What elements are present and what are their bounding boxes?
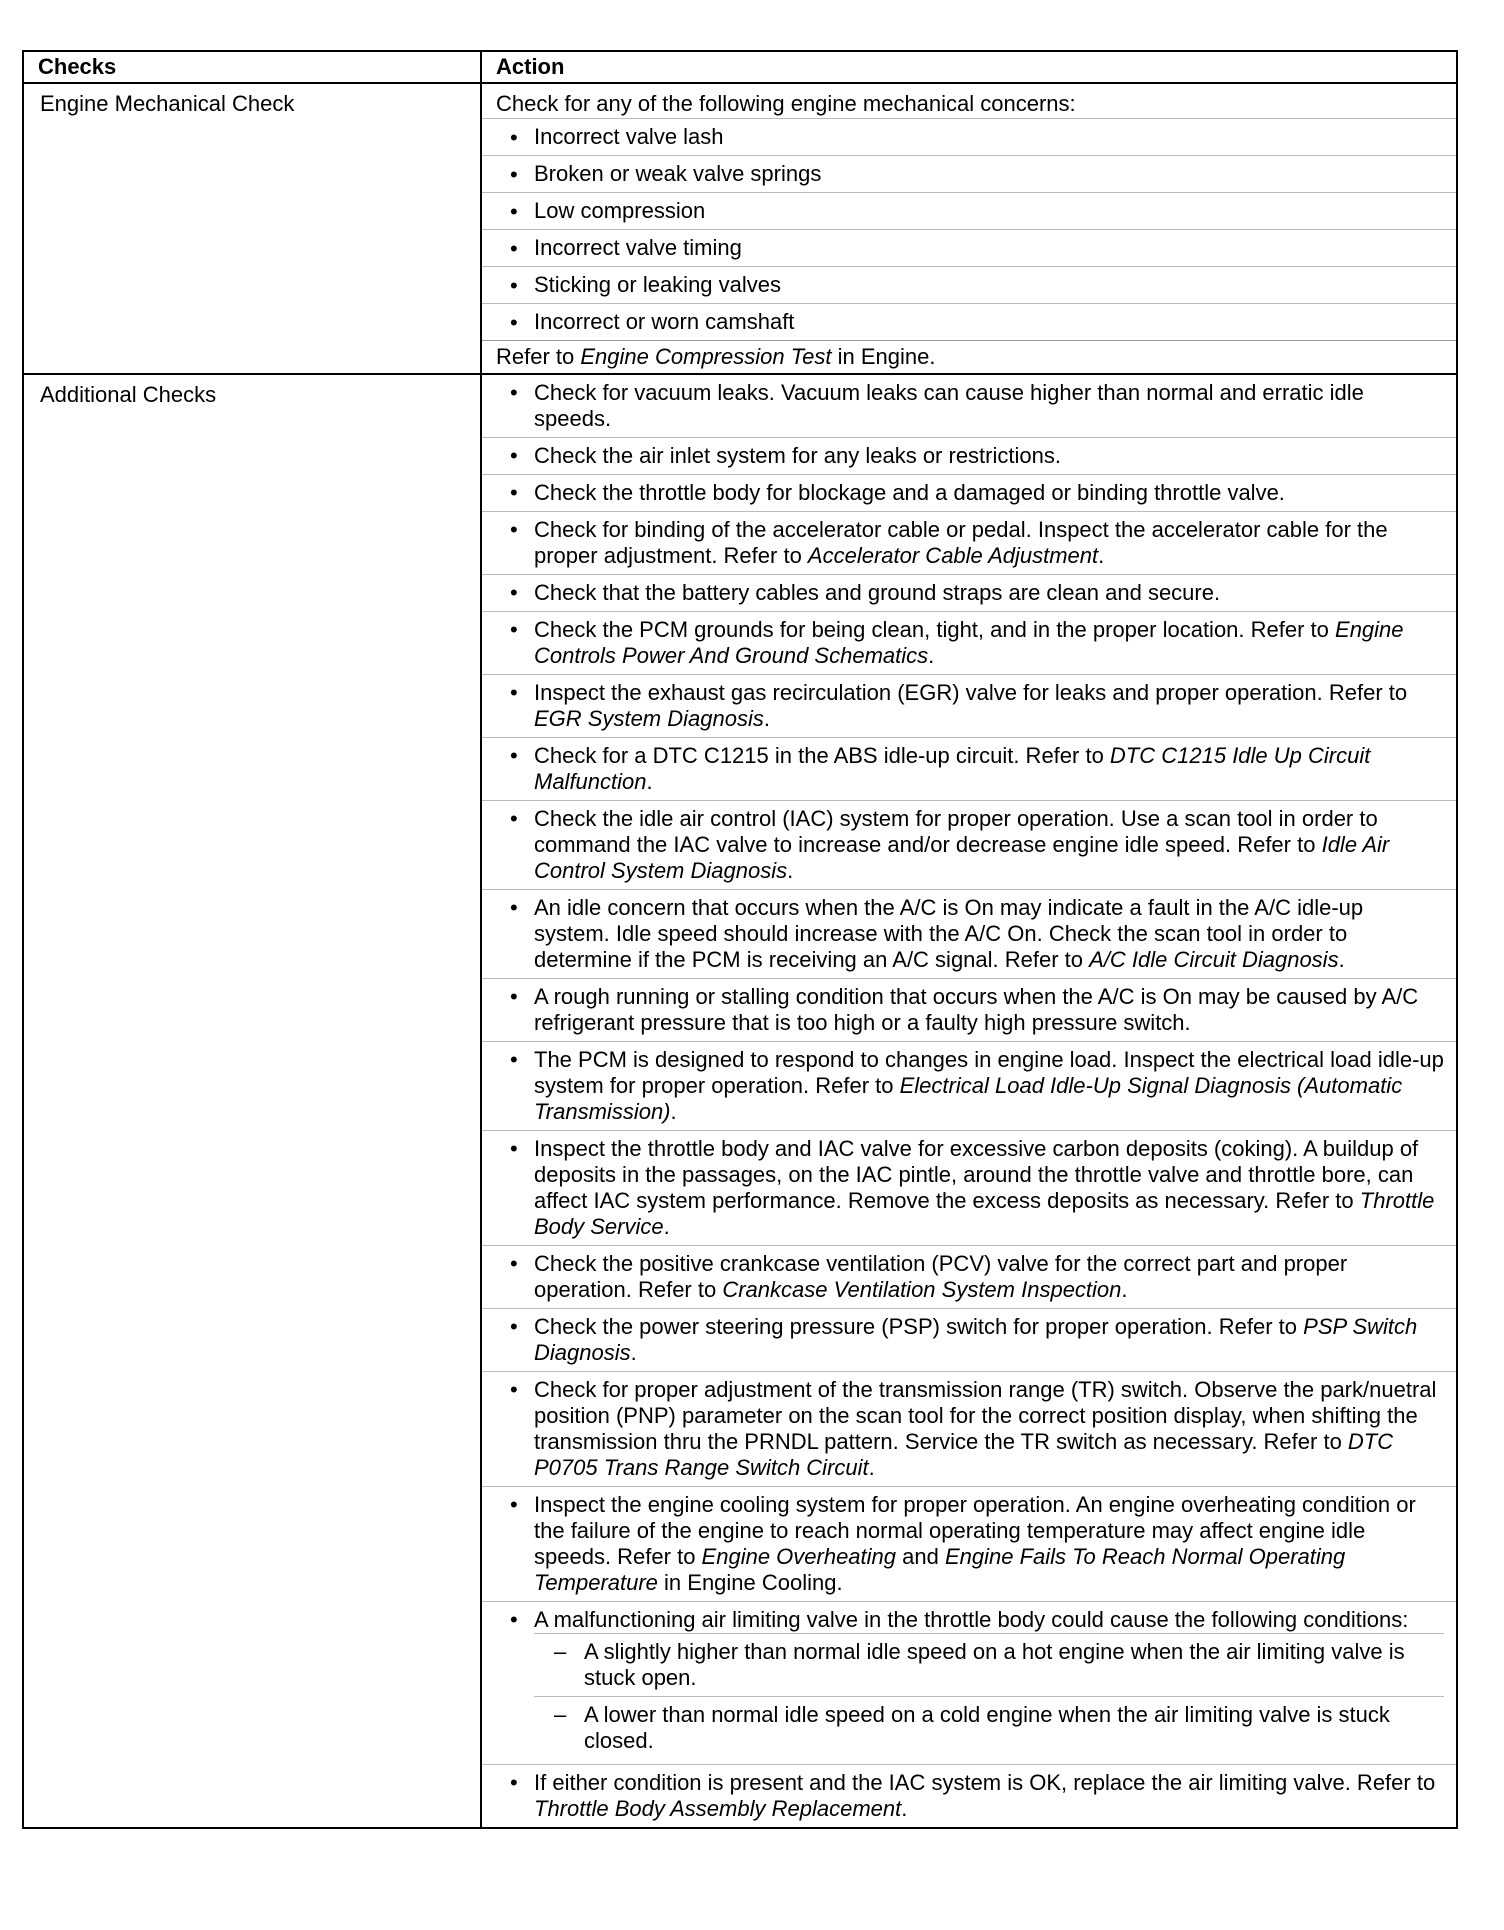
list-item xyxy=(482,229,1456,266)
item-reference: DTC P0705 Trans Range Switch Circuit xyxy=(534,1429,1394,1480)
bullet-icon: • xyxy=(510,310,518,335)
item-reference: Engine Fails To Reach Normal Operating Temperature xyxy=(534,1544,1346,1595)
list-item xyxy=(482,512,1456,575)
item-text: and xyxy=(896,1544,945,1569)
item-text: Check the throttle body for blockage and a damaged or binding throttle valve. xyxy=(534,480,1285,505)
bullet-icon: • xyxy=(510,743,518,768)
item-text: Check that the battery cables and ground straps are clean and secure. xyxy=(534,580,1221,605)
item-text: . xyxy=(787,858,794,883)
list-item xyxy=(482,438,1456,475)
sub-list xyxy=(534,1633,1444,1759)
item-text: An idle concern that occurs when the A/C is On may indicate a fault in the A/C idle-up system. Idle speed should increase with the A/C On. Check the scan tool in order to determine if the PCM is receiving an A/C signal. Refer to xyxy=(534,895,1364,972)
list-item xyxy=(482,155,1456,192)
item-text: Incorrect valve lash xyxy=(534,124,724,149)
header-checks: Checks xyxy=(23,51,481,83)
item-reference: DTC C1215 Idle Up Circuit Malfunction xyxy=(534,743,1371,794)
bullet-icon: • xyxy=(510,517,518,542)
bullet-icon: • xyxy=(510,199,518,224)
bullet-icon: • xyxy=(510,1314,518,1339)
bullet-icon: • xyxy=(510,617,518,642)
item-text: Inspect the exhaust gas recirculation (EGR) valve for leaks and proper operation. Refer to xyxy=(534,680,1408,705)
item-text: . xyxy=(646,769,653,794)
refer-prefix: Refer to xyxy=(496,344,581,369)
item-reference: Idle Air Control System Diagnosis xyxy=(534,832,1390,883)
item-text: . xyxy=(630,1340,637,1365)
item-reference: PSP Switch Diagnosis xyxy=(534,1314,1418,1365)
item-text: Check the idle air control (IAC) system for proper operation. Use a scan tool in order to command the IAC valve to increase and/or decrease engine idle speed. Refer to xyxy=(534,806,1378,857)
mechanical-list xyxy=(482,118,1456,340)
item-text: Check for a DTC C1215 in the ABS idle-up circuit. Refer to xyxy=(534,743,1110,768)
list-item xyxy=(482,303,1456,340)
list-item xyxy=(482,1765,1456,1827)
bullet-icon: • xyxy=(510,580,518,605)
bullet-icon: • xyxy=(510,806,518,831)
list-item xyxy=(482,118,1456,155)
list-item xyxy=(482,979,1456,1042)
bullet-icon: • xyxy=(510,1492,518,1517)
item-text: Check the PCM grounds for being clean, tight, and in the proper location. Refer to xyxy=(534,617,1336,642)
refer-suffix: in Engine. xyxy=(831,344,936,369)
item-reference: Throttle Body Assembly Replacement xyxy=(534,1796,902,1821)
mechanical-intro: Check for any of the following engine mechanical concerns: xyxy=(496,91,1076,116)
row-additional xyxy=(23,374,1457,1828)
item-text: A rough running or stalling condition that occurs when the A/C is On may be caused by A/C refrigerant pressure that is too high or a faulty high pressure switch. xyxy=(534,984,1419,1035)
sub-item-text: A lower than normal idle speed on a cold engine when the air limiting valve is stuck closed. xyxy=(584,1702,1390,1753)
bullet-icon: • xyxy=(510,162,518,187)
additional-list xyxy=(482,375,1456,1827)
item-text: A malfunctioning air limiting valve in the throttle body could cause the following conditions: xyxy=(534,1607,1409,1632)
list-item xyxy=(482,1131,1456,1246)
sub-item-text: A slightly higher than normal idle speed on a hot engine when the air limiting valve is stuck open. xyxy=(584,1639,1405,1690)
list-item xyxy=(482,1372,1456,1487)
bullet-icon: • xyxy=(510,1136,518,1161)
bullet-icon: • xyxy=(510,1251,518,1276)
item-text: Incorrect or worn camshaft xyxy=(534,309,795,334)
list-item xyxy=(482,575,1456,612)
item-reference: Electrical Load Idle-Up Signal Diagnosis (Automatic Transmission) xyxy=(534,1073,1403,1124)
list-item xyxy=(482,375,1456,438)
sub-item xyxy=(534,1633,1444,1696)
list-item xyxy=(482,475,1456,512)
header-row xyxy=(23,51,1457,83)
item-text: Incorrect valve timing xyxy=(534,235,742,260)
bullet-icon: • xyxy=(510,125,518,150)
item-reference: Engine Overheating xyxy=(701,1544,897,1569)
bullet-icon: • xyxy=(510,443,518,468)
list-item xyxy=(482,1042,1456,1131)
list-item xyxy=(482,266,1456,303)
item-text: Sticking or leaking valves xyxy=(534,272,782,297)
bullet-icon: • xyxy=(510,1607,518,1632)
bullet-icon: • xyxy=(510,680,518,705)
item-text: Inspect the engine cooling system for proper operation. An engine overheating condition or the failure of the engine to reach normal operating temperature may affect engine idle speeds. Refer to xyxy=(534,1492,1416,1569)
item-text: Check for vacuum leaks. Vacuum leaks can cause higher than normal and erratic idle speeds. xyxy=(534,380,1364,431)
item-text: Broken or weak valve springs xyxy=(534,161,822,186)
item-text: Check the power steering pressure (PSP) switch for proper operation. Refer to xyxy=(534,1314,1304,1339)
item-text: Low compression xyxy=(534,198,706,223)
item-reference: Throttle Body Service xyxy=(534,1188,1435,1239)
list-item xyxy=(482,612,1456,675)
list-item xyxy=(482,738,1456,801)
item-text: . xyxy=(670,1099,677,1124)
bullet-icon: • xyxy=(510,380,518,405)
list-item xyxy=(482,890,1456,979)
item-text: . xyxy=(901,1796,908,1821)
bullet-icon: • xyxy=(510,1377,518,1402)
bullet-icon: • xyxy=(510,236,518,261)
dash-icon: – xyxy=(554,1639,567,1664)
item-text: Check for binding of the accelerator cable or pedal. Inspect the accelerator cable for the proper adjustment. Refer to xyxy=(534,517,1388,568)
mechanical-refer xyxy=(482,340,1456,373)
bullet-icon: • xyxy=(510,1770,518,1795)
item-reference: Crankcase Ventilation System Inspection xyxy=(722,1277,1122,1302)
item-reference: EGR System Diagnosis xyxy=(534,706,764,731)
item-reference: Engine Controls Power And Ground Schematics xyxy=(534,617,1404,668)
item-reference: A/C Idle Circuit Diagnosis xyxy=(1089,947,1339,972)
dash-icon: – xyxy=(554,1702,567,1727)
bullet-icon: • xyxy=(510,480,518,505)
bullet-icon: • xyxy=(510,984,518,1009)
item-text: in Engine Cooling. xyxy=(657,1570,843,1595)
bullet-icon: • xyxy=(510,1047,518,1072)
list-item xyxy=(482,1487,1456,1602)
item-text: . xyxy=(763,706,770,731)
list-item xyxy=(482,675,1456,738)
mechanical-action xyxy=(481,83,1457,374)
item-text: . xyxy=(868,1455,875,1480)
list-item xyxy=(482,1246,1456,1309)
row-mechanical xyxy=(23,83,1457,374)
checks-table xyxy=(22,50,1458,1829)
item-text: The PCM is designed to respond to changes in engine load. Inspect the electrical load idle-up system for proper operation. Refer to xyxy=(534,1047,1444,1098)
item-reference: Accelerator Cable Adjustment xyxy=(807,543,1099,568)
item-text: . xyxy=(1098,543,1105,568)
item-text: Check the positive crankcase ventilation (PCV) valve for the correct part and proper operation. Refer to xyxy=(534,1251,1348,1302)
additional-label: Additional Checks xyxy=(23,374,481,1828)
item-text: If either condition is present and the IAC system is OK, replace the air limiting valve. Refer to xyxy=(534,1770,1436,1795)
item-text: . xyxy=(663,1214,670,1239)
refer-link: Engine Compression Test xyxy=(580,344,832,369)
item-text: . xyxy=(1121,1277,1128,1302)
item-text: Check the air inlet system for any leaks or restrictions. xyxy=(534,443,1061,468)
bullet-icon: • xyxy=(510,895,518,920)
header-action: Action xyxy=(481,51,1457,83)
list-item xyxy=(482,1309,1456,1372)
bullet-icon: • xyxy=(510,273,518,298)
item-text: Inspect the throttle body and IAC valve for excessive carbon deposits (coking). A buildup of deposits in the passages, on the IAC pintle, around the throttle valve and throttle bore, can affect IAC system performance. Remove the excess deposits as necessary. Refer to xyxy=(534,1136,1419,1213)
sub-item xyxy=(534,1696,1444,1759)
list-item xyxy=(482,192,1456,229)
list-item xyxy=(482,801,1456,890)
item-text: . xyxy=(1338,947,1345,972)
list-item xyxy=(482,1602,1456,1765)
item-text: . xyxy=(928,643,935,668)
additional-action xyxy=(481,374,1457,1828)
item-text: Check for proper adjustment of the transmission range (TR) switch. Observe the park/nuetral position (PNP) parameter on the scan tool for the correct position display, when shifting the transmission thru the PRNDL pattern. Service the TR switch as necessary. Refer to xyxy=(534,1377,1437,1454)
mechanical-label: Engine Mechanical Check xyxy=(23,83,481,374)
